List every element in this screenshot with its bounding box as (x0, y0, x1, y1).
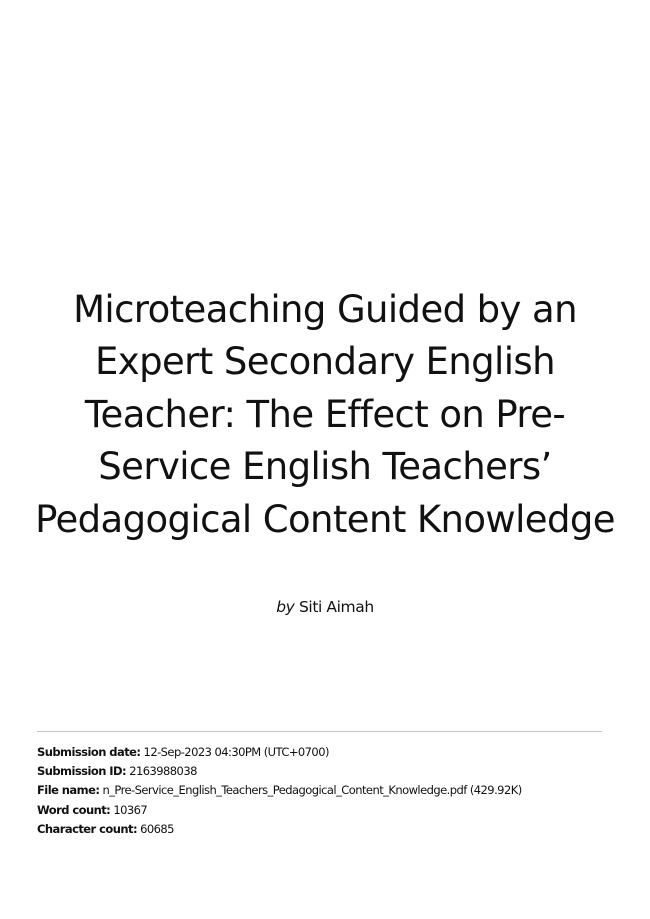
submission-date-label: Submission date: (37, 745, 141, 759)
submission-details (37, 743, 617, 839)
file-name-value: n_Pre-Service_English_Teachers_Pedagogical_Content_Knowledge.pdf (429.92K) (102, 783, 522, 798)
word-count-label: Word count: (37, 802, 111, 817)
word-count-value: 10367 (113, 802, 148, 817)
word-count-row (37, 801, 617, 820)
character-count-label: Character count: (37, 821, 137, 836)
submission-id-label: Submission ID: (37, 764, 127, 779)
submission-id-row (37, 762, 617, 781)
byline-prefix: by (276, 598, 295, 616)
character-count-value: 60685 (140, 821, 174, 836)
submission-date-value: 12-Sep-2023 04:30PM (UTC+0700) (143, 745, 329, 759)
byline (0, 598, 650, 616)
file-name-label: File name: (37, 783, 100, 798)
author-name: Siti Aimah (298, 598, 374, 616)
file-name-row (37, 781, 617, 800)
divider (37, 731, 602, 732)
character-count-row (37, 820, 617, 839)
submission-id-value: 2163988038 (129, 764, 197, 779)
submission-date-row (37, 743, 617, 762)
document-title: Microteaching Guided by an Expert Secondary English Teacher: The Effect on Pre-Service English Teachers’ Pedagogical Content Knowledge (35, 288, 615, 541)
